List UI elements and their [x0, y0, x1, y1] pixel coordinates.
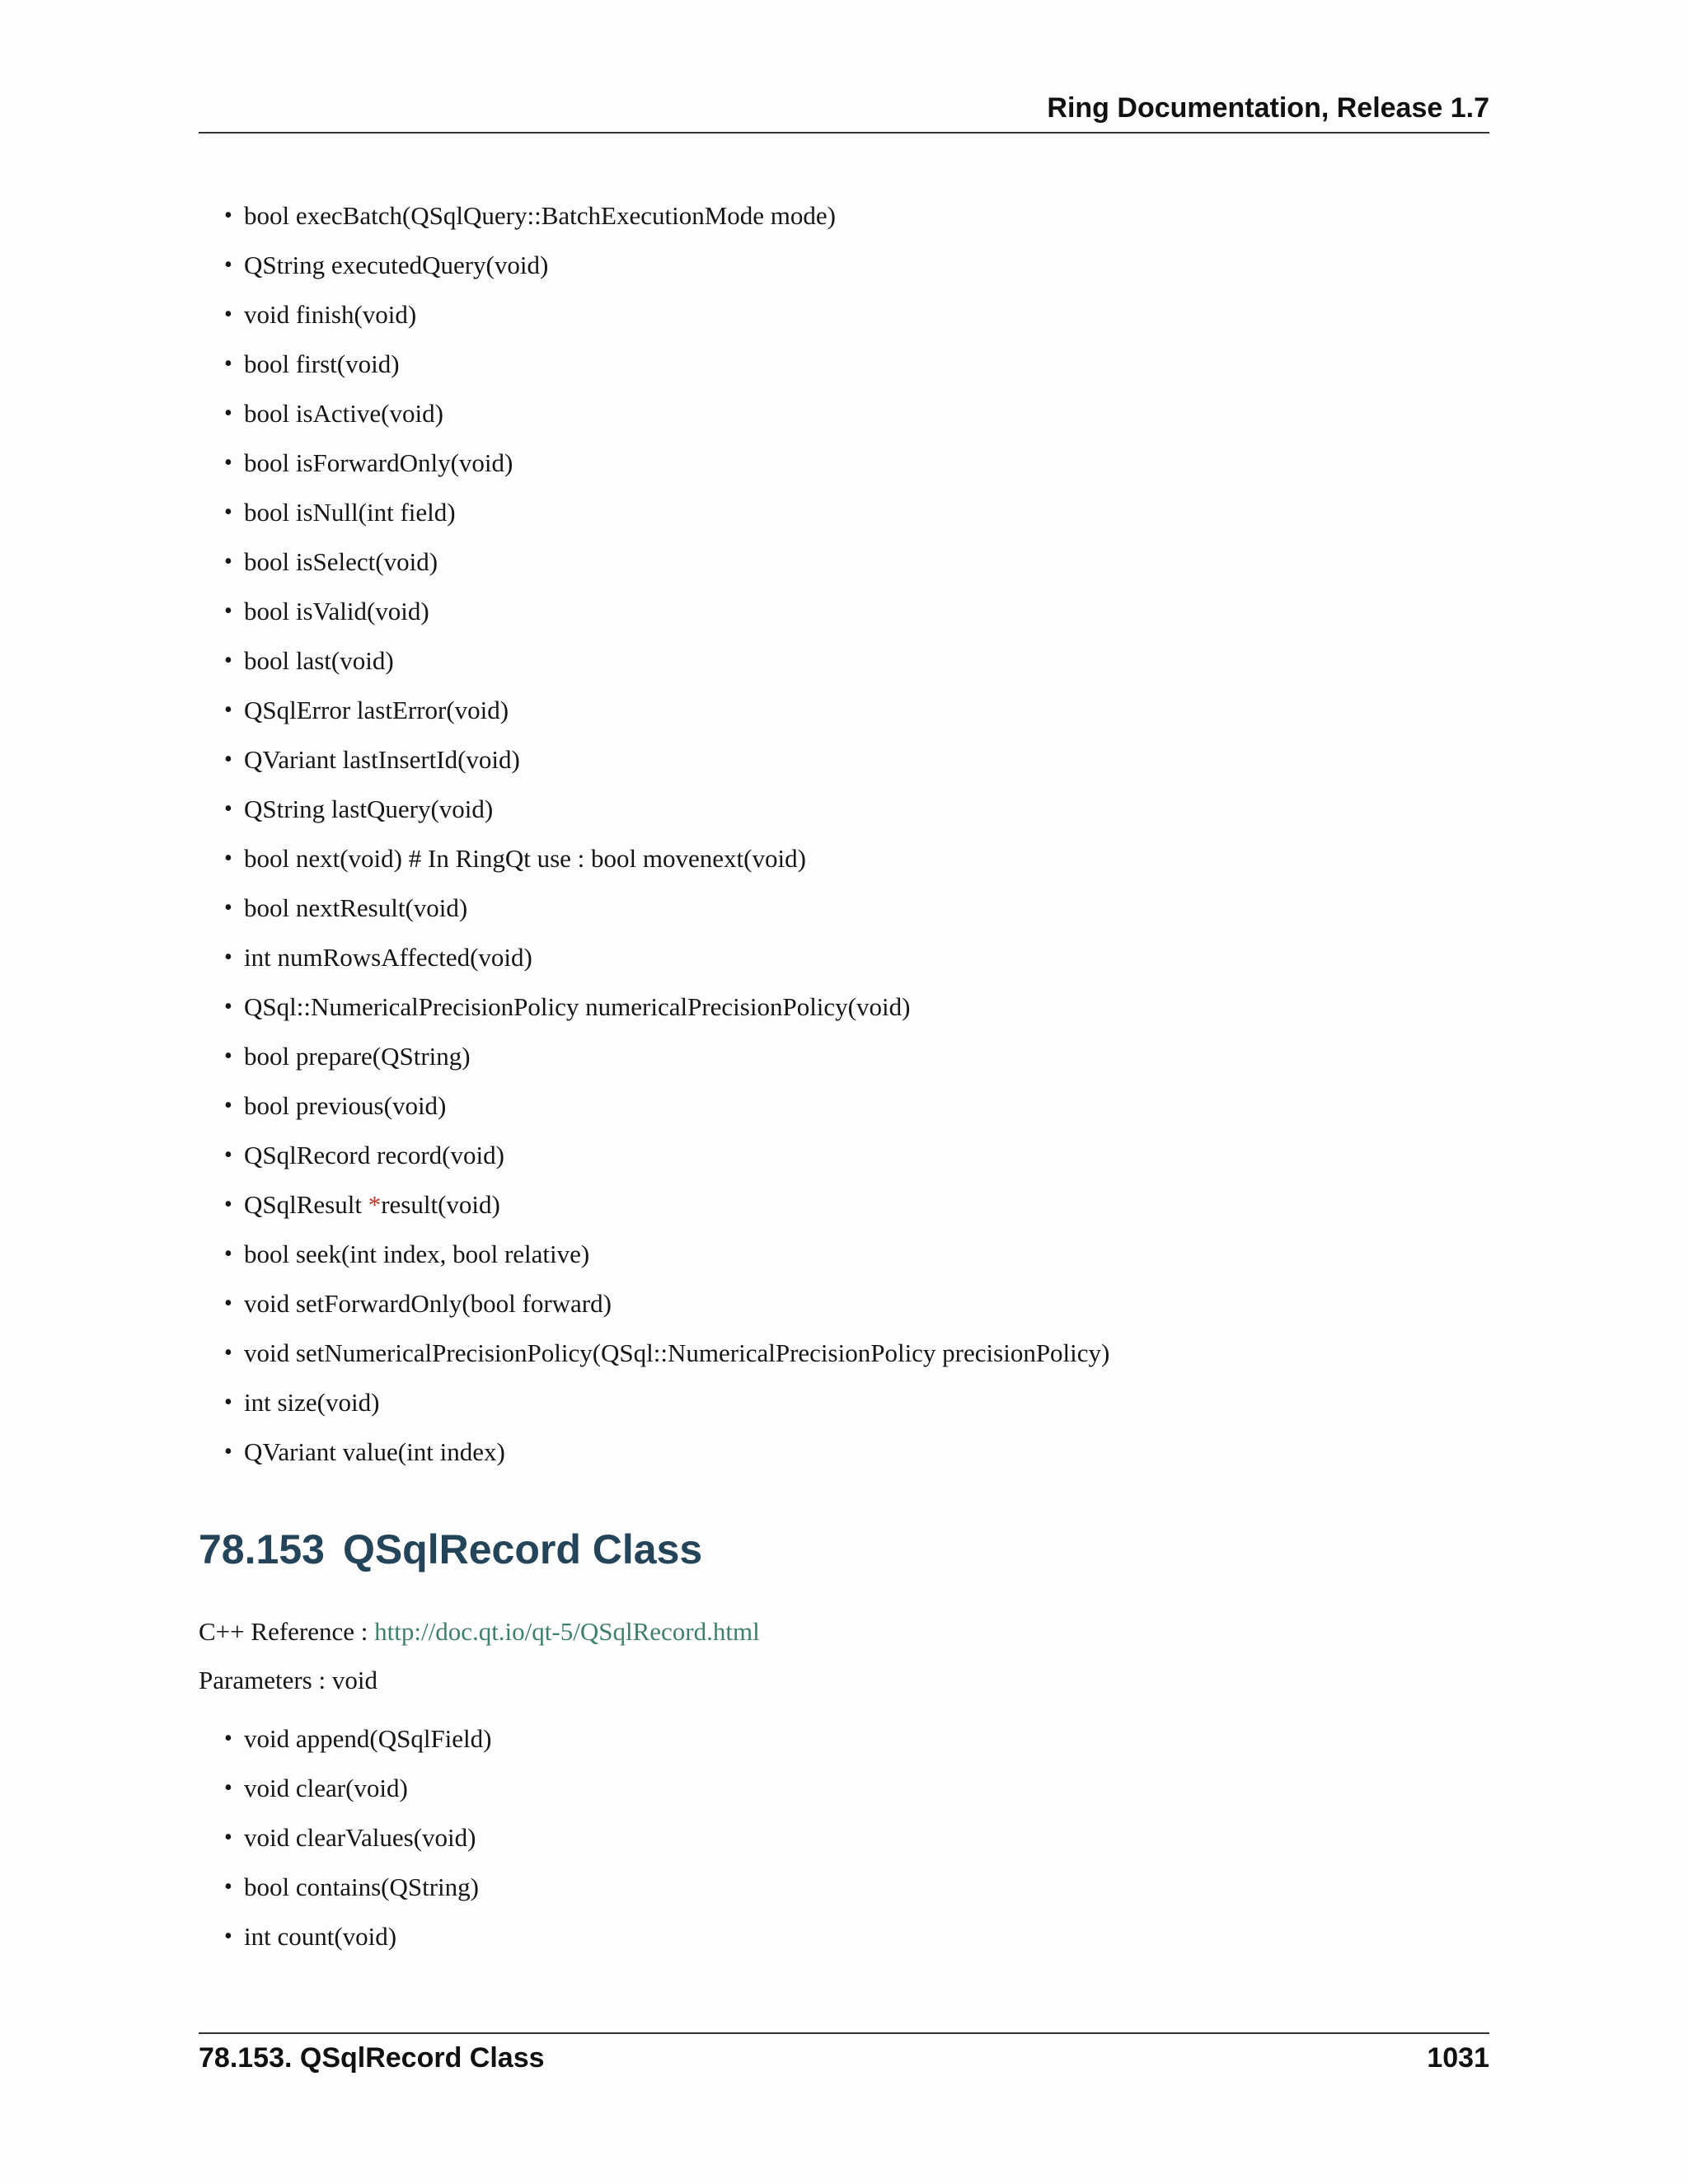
method-signature: void finish(void) [244, 300, 417, 329]
method-signature: bool execBatch(QSqlQuery::BatchExecutionMode mode) [244, 201, 836, 230]
bullet-icon: • [224, 252, 232, 278]
list-item [224, 438, 1109, 488]
list-item [224, 1230, 1109, 1279]
bullet-icon: • [224, 598, 232, 624]
list-item [224, 1081, 1109, 1131]
bullet-icon: • [224, 895, 232, 921]
method-signature: bool next(void) # In RingQt use : bool movenext(void) [244, 844, 806, 873]
method-signature: void setForwardOnly(bool forward) [244, 1289, 612, 1318]
bullet-icon: • [224, 499, 232, 525]
bullet-icon: • [224, 549, 232, 574]
page-footer [199, 2032, 1489, 2083]
bullet-icon: • [224, 1924, 232, 1949]
list-item [224, 636, 1109, 686]
method-signature: bool isSelect(void) [244, 547, 438, 576]
section-number: 78.153 [199, 1526, 325, 1572]
list-item [224, 191, 1109, 241]
method-signature: int count(void) [244, 1922, 397, 1951]
bullet-icon: • [224, 203, 232, 228]
list-item [224, 933, 1109, 982]
bullet-icon: • [224, 697, 232, 723]
bullet-icon: • [224, 747, 232, 772]
bullet-icon: • [224, 1142, 232, 1168]
method-signature: int size(void) [244, 1388, 380, 1417]
method-signature: QVariant lastInsertId(void) [244, 745, 520, 774]
page-header [199, 92, 1489, 134]
bullet-icon: • [224, 796, 232, 822]
list-item [224, 735, 1109, 785]
page-number: 1031 [1427, 2042, 1489, 2074]
bullet-icon: • [224, 846, 232, 871]
bullet-icon: • [224, 648, 232, 673]
bullet-icon: • [224, 302, 232, 327]
parameters-line: Parameters : void [199, 1666, 377, 1694]
bullet-icon: • [224, 1874, 232, 1900]
method-signature-part: QSqlResult [244, 1190, 368, 1219]
reference-link[interactable]: http://doc.qt.io/qt-5/QSqlRecord.html [374, 1617, 760, 1646]
method-signature: QSql::NumericalPrecisionPolicy numericalPrecisionPolicy(void) [244, 992, 911, 1021]
method-list-qsqlquery [224, 191, 1110, 1477]
list-item [224, 834, 1109, 883]
bullet-icon: • [224, 1241, 232, 1267]
method-signature: QSqlError lastError(void) [244, 696, 509, 724]
reference-label: C++ Reference : [199, 1617, 375, 1646]
method-signature-part: result(void) [381, 1190, 500, 1219]
footer-section: 78.153. QSqlRecord Class [199, 2042, 545, 2074]
pointer-asterisk: * [368, 1190, 382, 1219]
method-list-qsqlrecord [224, 1714, 492, 1961]
bullet-icon: • [224, 450, 232, 476]
method-signature: bool previous(void) [244, 1091, 447, 1120]
list-item [224, 1912, 492, 1961]
list-item [224, 883, 1109, 933]
bullet-icon: • [224, 1439, 232, 1465]
method-signature: QSqlRecord record(void) [244, 1141, 504, 1169]
list-item [224, 1764, 492, 1813]
method-signature: bool contains(QString) [244, 1872, 479, 1901]
method-signature: QString lastQuery(void) [244, 794, 494, 823]
method-signature: void setNumericalPrecisionPolicy(QSql::NumericalPrecisionPolicy precisionPolicy) [244, 1338, 1110, 1367]
list-item [224, 340, 1109, 389]
list-item [224, 1329, 1110, 1378]
list-item [224, 241, 1109, 290]
method-signature: bool last(void) [244, 646, 394, 675]
method-signature: void clearValues(void) [244, 1823, 476, 1852]
method-signature: int numRowsAffected(void) [244, 943, 532, 972]
cpp-reference-line [199, 1617, 760, 1647]
list-item [224, 1378, 1109, 1427]
list-item [224, 587, 1109, 636]
list-item [224, 290, 1109, 340]
method-signature: bool isForwardOnly(void) [244, 448, 513, 477]
bullet-icon: • [224, 1390, 232, 1415]
bullet-icon: • [224, 1726, 232, 1751]
bullet-icon: • [224, 1340, 232, 1366]
bullet-icon: • [224, 1291, 232, 1316]
list-item [224, 1032, 1109, 1081]
list-item [224, 1180, 1109, 1230]
method-signature: bool isValid(void) [244, 597, 429, 626]
method-signature: QString executedQuery(void) [244, 251, 549, 279]
bullet-icon: • [224, 1093, 232, 1118]
list-item [224, 1279, 1109, 1329]
method-signature: bool first(void) [244, 349, 400, 378]
list-item [224, 488, 1109, 537]
list-item [224, 1714, 492, 1764]
list-item [224, 1427, 1109, 1477]
section-heading [199, 1526, 702, 1573]
document-title: Ring Documentation, Release 1.7 [1047, 92, 1489, 124]
list-item [224, 1813, 492, 1863]
method-signature: void clear(void) [244, 1774, 408, 1802]
list-item [224, 686, 1109, 735]
list-item [224, 1131, 1109, 1180]
method-signature: void append(QSqlField) [244, 1724, 492, 1753]
bullet-icon: • [224, 1043, 232, 1069]
section-title-text: QSqlRecord Class [342, 1526, 703, 1572]
method-signature: bool isActive(void) [244, 399, 443, 428]
list-item [224, 537, 1109, 587]
list-item [224, 785, 1109, 834]
bullet-icon: • [224, 944, 232, 970]
list-item [224, 982, 1109, 1032]
bullet-icon: • [224, 1192, 232, 1217]
bullet-icon: • [224, 1825, 232, 1850]
list-item [224, 1863, 492, 1912]
method-signature: bool isNull(int field) [244, 498, 456, 527]
list-item [224, 389, 1109, 438]
method-signature: bool seek(int index, bool relative) [244, 1240, 590, 1268]
bullet-icon: • [224, 351, 232, 377]
method-signature: QVariant value(int index) [244, 1437, 505, 1466]
method-signature: bool prepare(QString) [244, 1042, 471, 1071]
bullet-icon: • [224, 994, 232, 1019]
method-signature: bool nextResult(void) [244, 893, 468, 922]
bullet-icon: • [224, 401, 232, 426]
bullet-icon: • [224, 1775, 232, 1801]
